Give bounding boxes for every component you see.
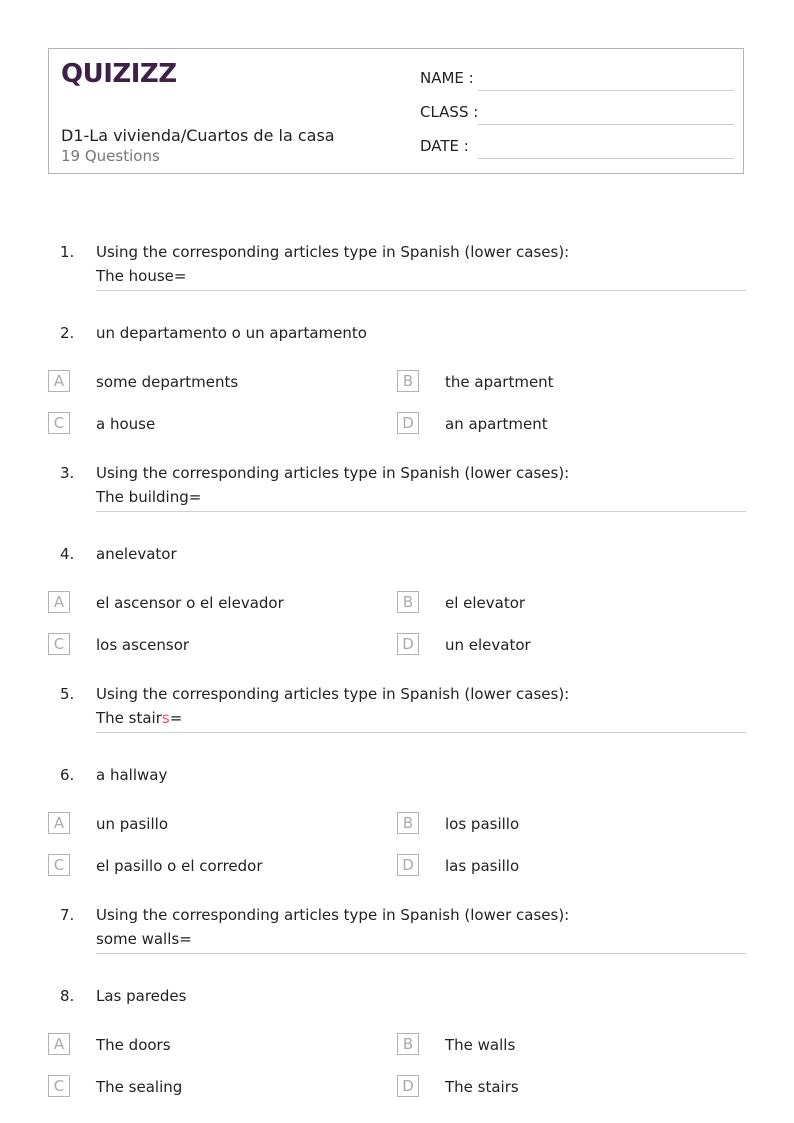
question-number: 3. bbox=[60, 464, 75, 482]
option-text: The stairs bbox=[445, 1078, 519, 1096]
question-number: 4. bbox=[60, 545, 75, 563]
option-text: el pasillo o el corredor bbox=[96, 857, 263, 875]
prompt-part: = bbox=[169, 709, 183, 727]
question-text: Using the corresponding articles type in Spanish (lower cases): bbox=[96, 685, 570, 703]
question-text: Using the corresponding articles type in Spanish (lower cases): bbox=[96, 243, 570, 261]
option-text: The walls bbox=[445, 1036, 516, 1054]
date-line[interactable] bbox=[478, 158, 734, 159]
option-text: un pasillo bbox=[96, 815, 168, 833]
answer-line[interactable] bbox=[96, 732, 746, 733]
option-letter-box[interactable]: D bbox=[397, 633, 419, 655]
option-letter-box[interactable]: A bbox=[48, 591, 70, 613]
question-prompt: The building= bbox=[96, 488, 202, 506]
option-letter-box[interactable]: C bbox=[48, 412, 70, 434]
question-text: Las paredes bbox=[96, 987, 187, 1005]
option-letter-box[interactable]: D bbox=[397, 1075, 419, 1097]
question-number: 2. bbox=[60, 324, 75, 342]
option-text: un elevator bbox=[445, 636, 531, 654]
option-letter-box[interactable]: B bbox=[397, 370, 419, 392]
option-text: los ascensor bbox=[96, 636, 190, 654]
option-letter-box[interactable]: A bbox=[48, 1033, 70, 1055]
question-prompt bbox=[96, 709, 182, 727]
option-text: The sealing bbox=[96, 1078, 183, 1096]
option-text: The doors bbox=[96, 1036, 171, 1054]
option-letter-box[interactable]: D bbox=[397, 854, 419, 876]
class-line[interactable] bbox=[478, 124, 734, 125]
option-text: el elevator bbox=[445, 594, 526, 612]
option-letter-box[interactable]: C bbox=[48, 1075, 70, 1097]
question-text: Using the corresponding articles type in Spanish (lower cases): bbox=[96, 906, 570, 924]
name-line[interactable] bbox=[478, 90, 734, 91]
option-text: el ascensor o el elevador bbox=[96, 594, 284, 612]
worksheet-title: D1-La vivienda/Cuartos de la casa bbox=[61, 126, 335, 145]
option-text: an apartment bbox=[445, 415, 548, 433]
name-field[interactable] bbox=[420, 69, 734, 87]
option-text: some departments bbox=[96, 373, 239, 391]
highlighted-letter: s bbox=[161, 709, 170, 727]
option-letter-box[interactable]: B bbox=[397, 1033, 419, 1055]
question-prompt: The house= bbox=[96, 267, 187, 285]
option-text: los pasillo bbox=[445, 815, 520, 833]
question-number: 6. bbox=[60, 766, 75, 784]
class-label: CLASS : bbox=[420, 103, 479, 121]
date-field[interactable] bbox=[420, 137, 734, 155]
question-text: Using the corresponding articles type in Spanish (lower cases): bbox=[96, 464, 570, 482]
question-number: 5. bbox=[60, 685, 75, 703]
quizizz-logo: QUIZIZZ bbox=[61, 59, 177, 89]
question-prompt: some walls= bbox=[96, 930, 192, 948]
class-field[interactable] bbox=[420, 103, 734, 121]
date-label: DATE : bbox=[420, 137, 469, 155]
question-text: un departamento o un apartamento bbox=[96, 324, 367, 342]
option-text: the apartment bbox=[445, 373, 554, 391]
answer-line[interactable] bbox=[96, 511, 746, 512]
question-count: 19 Questions bbox=[61, 147, 160, 165]
option-letter-box[interactable]: A bbox=[48, 370, 70, 392]
option-letter-box[interactable]: B bbox=[397, 812, 419, 834]
worksheet-header bbox=[48, 48, 744, 174]
option-letter-box[interactable]: B bbox=[397, 591, 419, 613]
answer-line[interactable] bbox=[96, 290, 746, 291]
question-number: 7. bbox=[60, 906, 75, 924]
name-label: NAME : bbox=[420, 69, 474, 87]
answer-line[interactable] bbox=[96, 953, 746, 954]
question-text: anelevator bbox=[96, 545, 177, 563]
question-number: 1. bbox=[60, 243, 75, 261]
option-text: a house bbox=[96, 415, 156, 433]
option-letter-box[interactable]: D bbox=[397, 412, 419, 434]
question-number: 8. bbox=[60, 987, 75, 1005]
option-letter-box[interactable]: C bbox=[48, 854, 70, 876]
question-text: a hallway bbox=[96, 766, 168, 784]
option-letter-box[interactable]: C bbox=[48, 633, 70, 655]
option-letter-box[interactable]: A bbox=[48, 812, 70, 834]
option-text: las pasillo bbox=[445, 857, 520, 875]
prompt-part: The stair bbox=[96, 709, 162, 727]
